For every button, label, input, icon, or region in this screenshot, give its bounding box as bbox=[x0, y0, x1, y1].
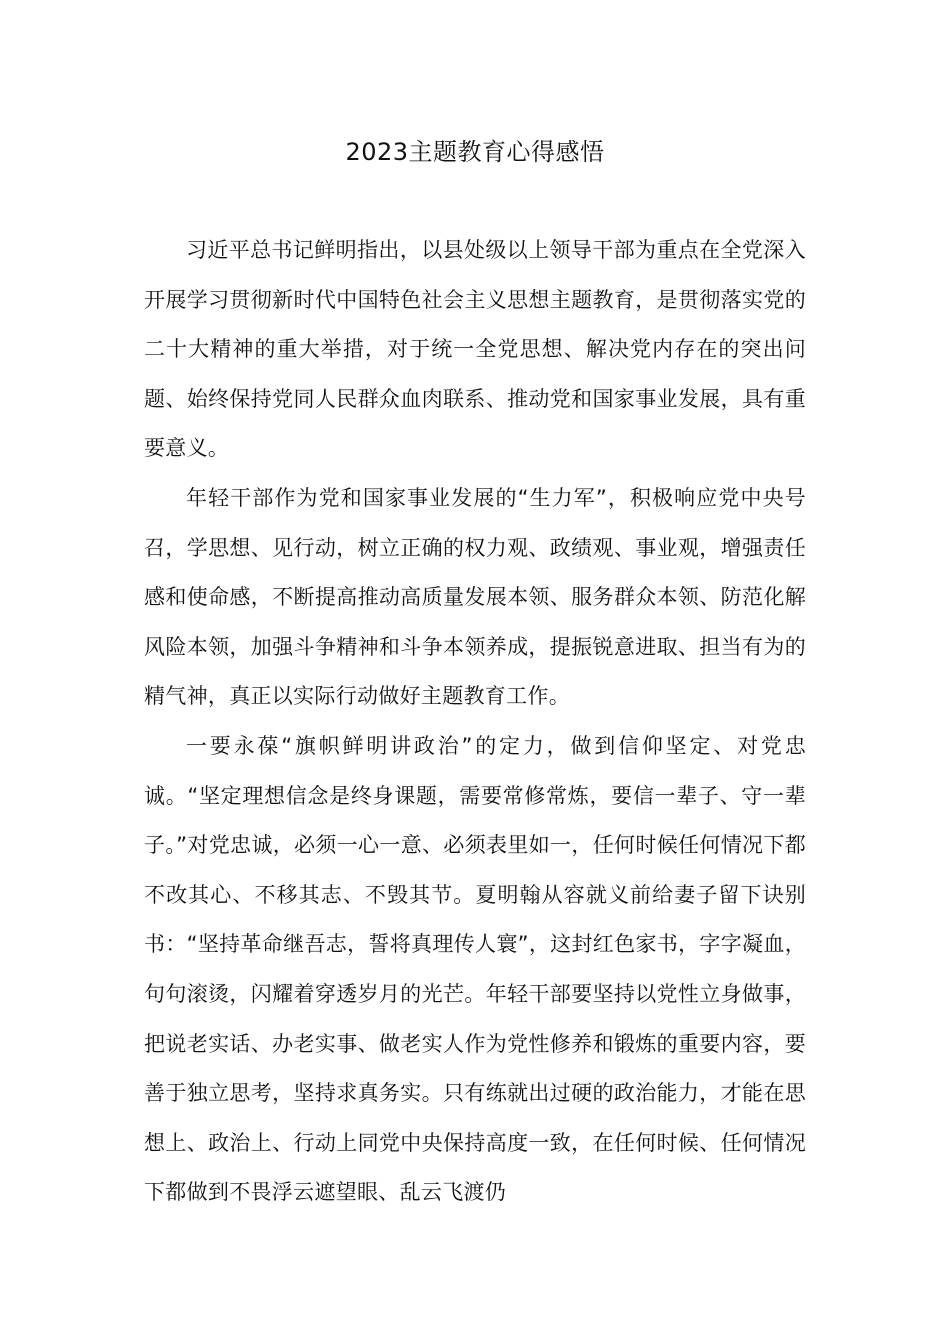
document-title: 2023主题教育心得感悟 bbox=[345, 138, 605, 166]
paragraph-1: 习近平总书记鲜明指出，以县处级以上领导干部为重点在全党深入开展学习贯彻新时代中国特色社会主义思想主题教育，是贯彻落实党的二十大精神的重大举措，对于统一全党思想、解决党内存在的突出问题、始终保持党同人民群众血肉联系、推动党和国家事业发展，具有重要意义。 bbox=[144, 238, 806, 461]
document-body bbox=[144, 226, 806, 1218]
paragraph-3: 一要永葆“旗帜鲜明讲政治”的定力，做到信仰坚定、对党忠诚。“坚定理想信念是终身课题，需要常修常炼，要信一辈子、守一辈子。”对党忠诚，必须一心一意、必须表里如一，任何时候任何情况下都不改其心、不移其志、不毁其节。夏明翰从容就义前给妻子留下诀别书：“坚持革命继吾志，誓将真理传人寰”，这封红色家书，字字凝血，句句滚烫，闪耀着穿透岁月的光芒。年轻干部要坚持以党性立身做事，把说老实话、办老实事、做老实人作为党性修养和锻炼的重要内容，要善于独立思考，坚持求真务实。只有练就出过硬的政治能力，才能在思想上、政治上、行动上同党中央保持高度一致，在任何时候、任何情况下都做到不畏浮云遮望眼、乱云飞渡仍 bbox=[144, 733, 806, 1205]
paragraph-2: 年轻干部作为党和国家事业发展的“生力军”，积极响应党中央号召，学思想、见行动，树立正确的权力观、政绩观、事业观，增强责任感和使命感，不断提高推动高质量发展本领、服务群众本领、防范化解风险本领，加强斗争精神和斗争本领养成，提振锐意进取、担当有为的精气神，真正以实际行动做好主题教育工作。 bbox=[144, 485, 806, 709]
